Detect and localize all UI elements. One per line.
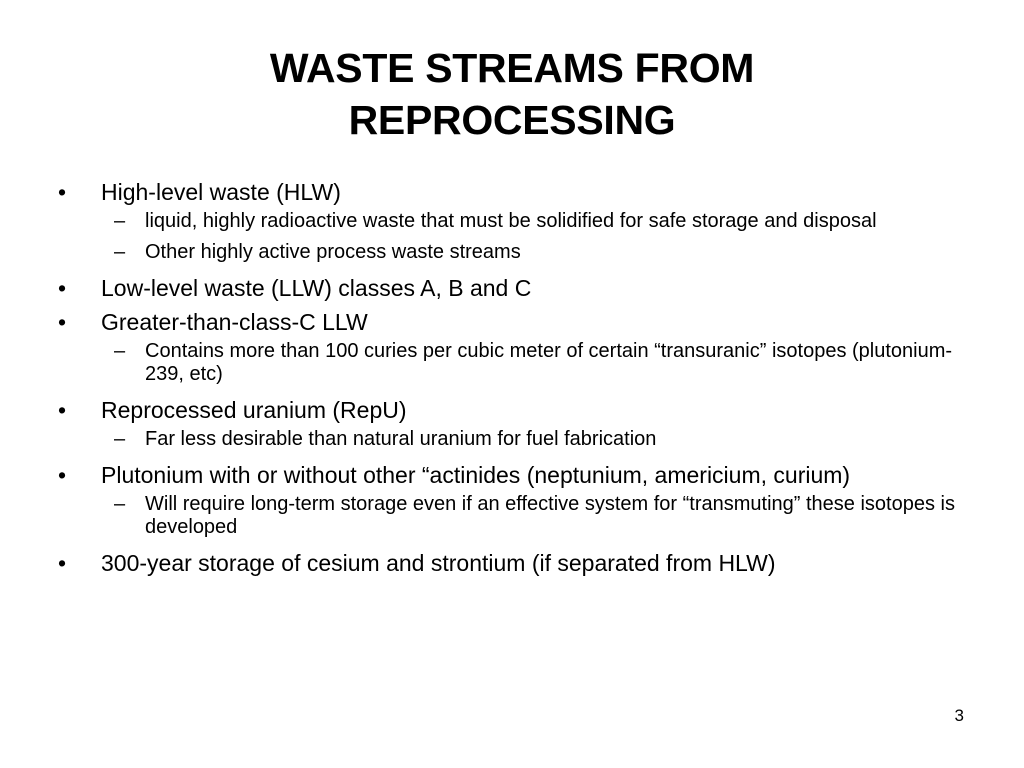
- bullet-item-repu: [58, 396, 958, 424]
- bullet-text: Greater-than-class-C LLW: [101, 309, 368, 335]
- sub-item: [58, 493, 958, 539]
- sub-item: [58, 428, 958, 451]
- bullet-text: Low-level waste (LLW) classes A, B and C: [101, 275, 532, 301]
- page-number: 3: [954, 706, 964, 725]
- dash-icon: –: [114, 428, 126, 450]
- slide-title-line-1: WASTE STREAMS FROM: [269, 45, 755, 91]
- bullet-text: Reprocessed uranium (RepU): [101, 397, 407, 423]
- sub-item-text: liquid, highly radioactive waste that must be solidified for safe storage and disposal: [145, 210, 877, 232]
- slide-title: [0, 42, 1024, 146]
- dash-icon: –: [114, 210, 126, 232]
- bullet-icon: •: [58, 179, 67, 205]
- bullet-item-plutonium: [58, 461, 958, 489]
- sub-item: [58, 210, 958, 233]
- dash-icon: –: [114, 241, 126, 263]
- bullet-icon: •: [58, 397, 67, 423]
- bullet-icon: •: [58, 550, 67, 576]
- sub-item: [58, 340, 958, 386]
- sub-item-text: Contains more than 100 curies per cubic meter of certain “transuranic” isotopes (plutonium-239, etc): [145, 340, 953, 385]
- sub-item-text: Will require long-term storage even if an effective system for “transmuting” these isotopes is developed: [145, 493, 955, 538]
- bullet-item-cesium-strontium: [58, 549, 958, 577]
- sub-item: [58, 241, 958, 264]
- bullet-text: High-level waste (HLW): [101, 179, 341, 205]
- dash-icon: –: [114, 493, 126, 515]
- dash-icon: –: [114, 340, 126, 362]
- sub-item-text: Other highly active process waste streams: [145, 241, 521, 263]
- bullet-item-gtcc: [58, 308, 958, 336]
- bullet-icon: •: [58, 275, 67, 301]
- bullet-icon: •: [58, 462, 67, 488]
- sub-item-text: Far less desirable than natural uranium for fuel fabrication: [145, 428, 657, 450]
- bullet-item-hlw: [58, 178, 958, 206]
- slide-title-line-2: REPROCESSING: [348, 97, 676, 143]
- bullet-item-llw: [58, 274, 958, 302]
- bullet-icon: •: [58, 309, 67, 335]
- bullet-text: 300-year storage of cesium and strontium (if separated from HLW): [101, 550, 776, 576]
- bullet-text: Plutonium with or without other “actinides (neptunium, americium, curium): [101, 462, 851, 488]
- bullet-list: [58, 178, 958, 583]
